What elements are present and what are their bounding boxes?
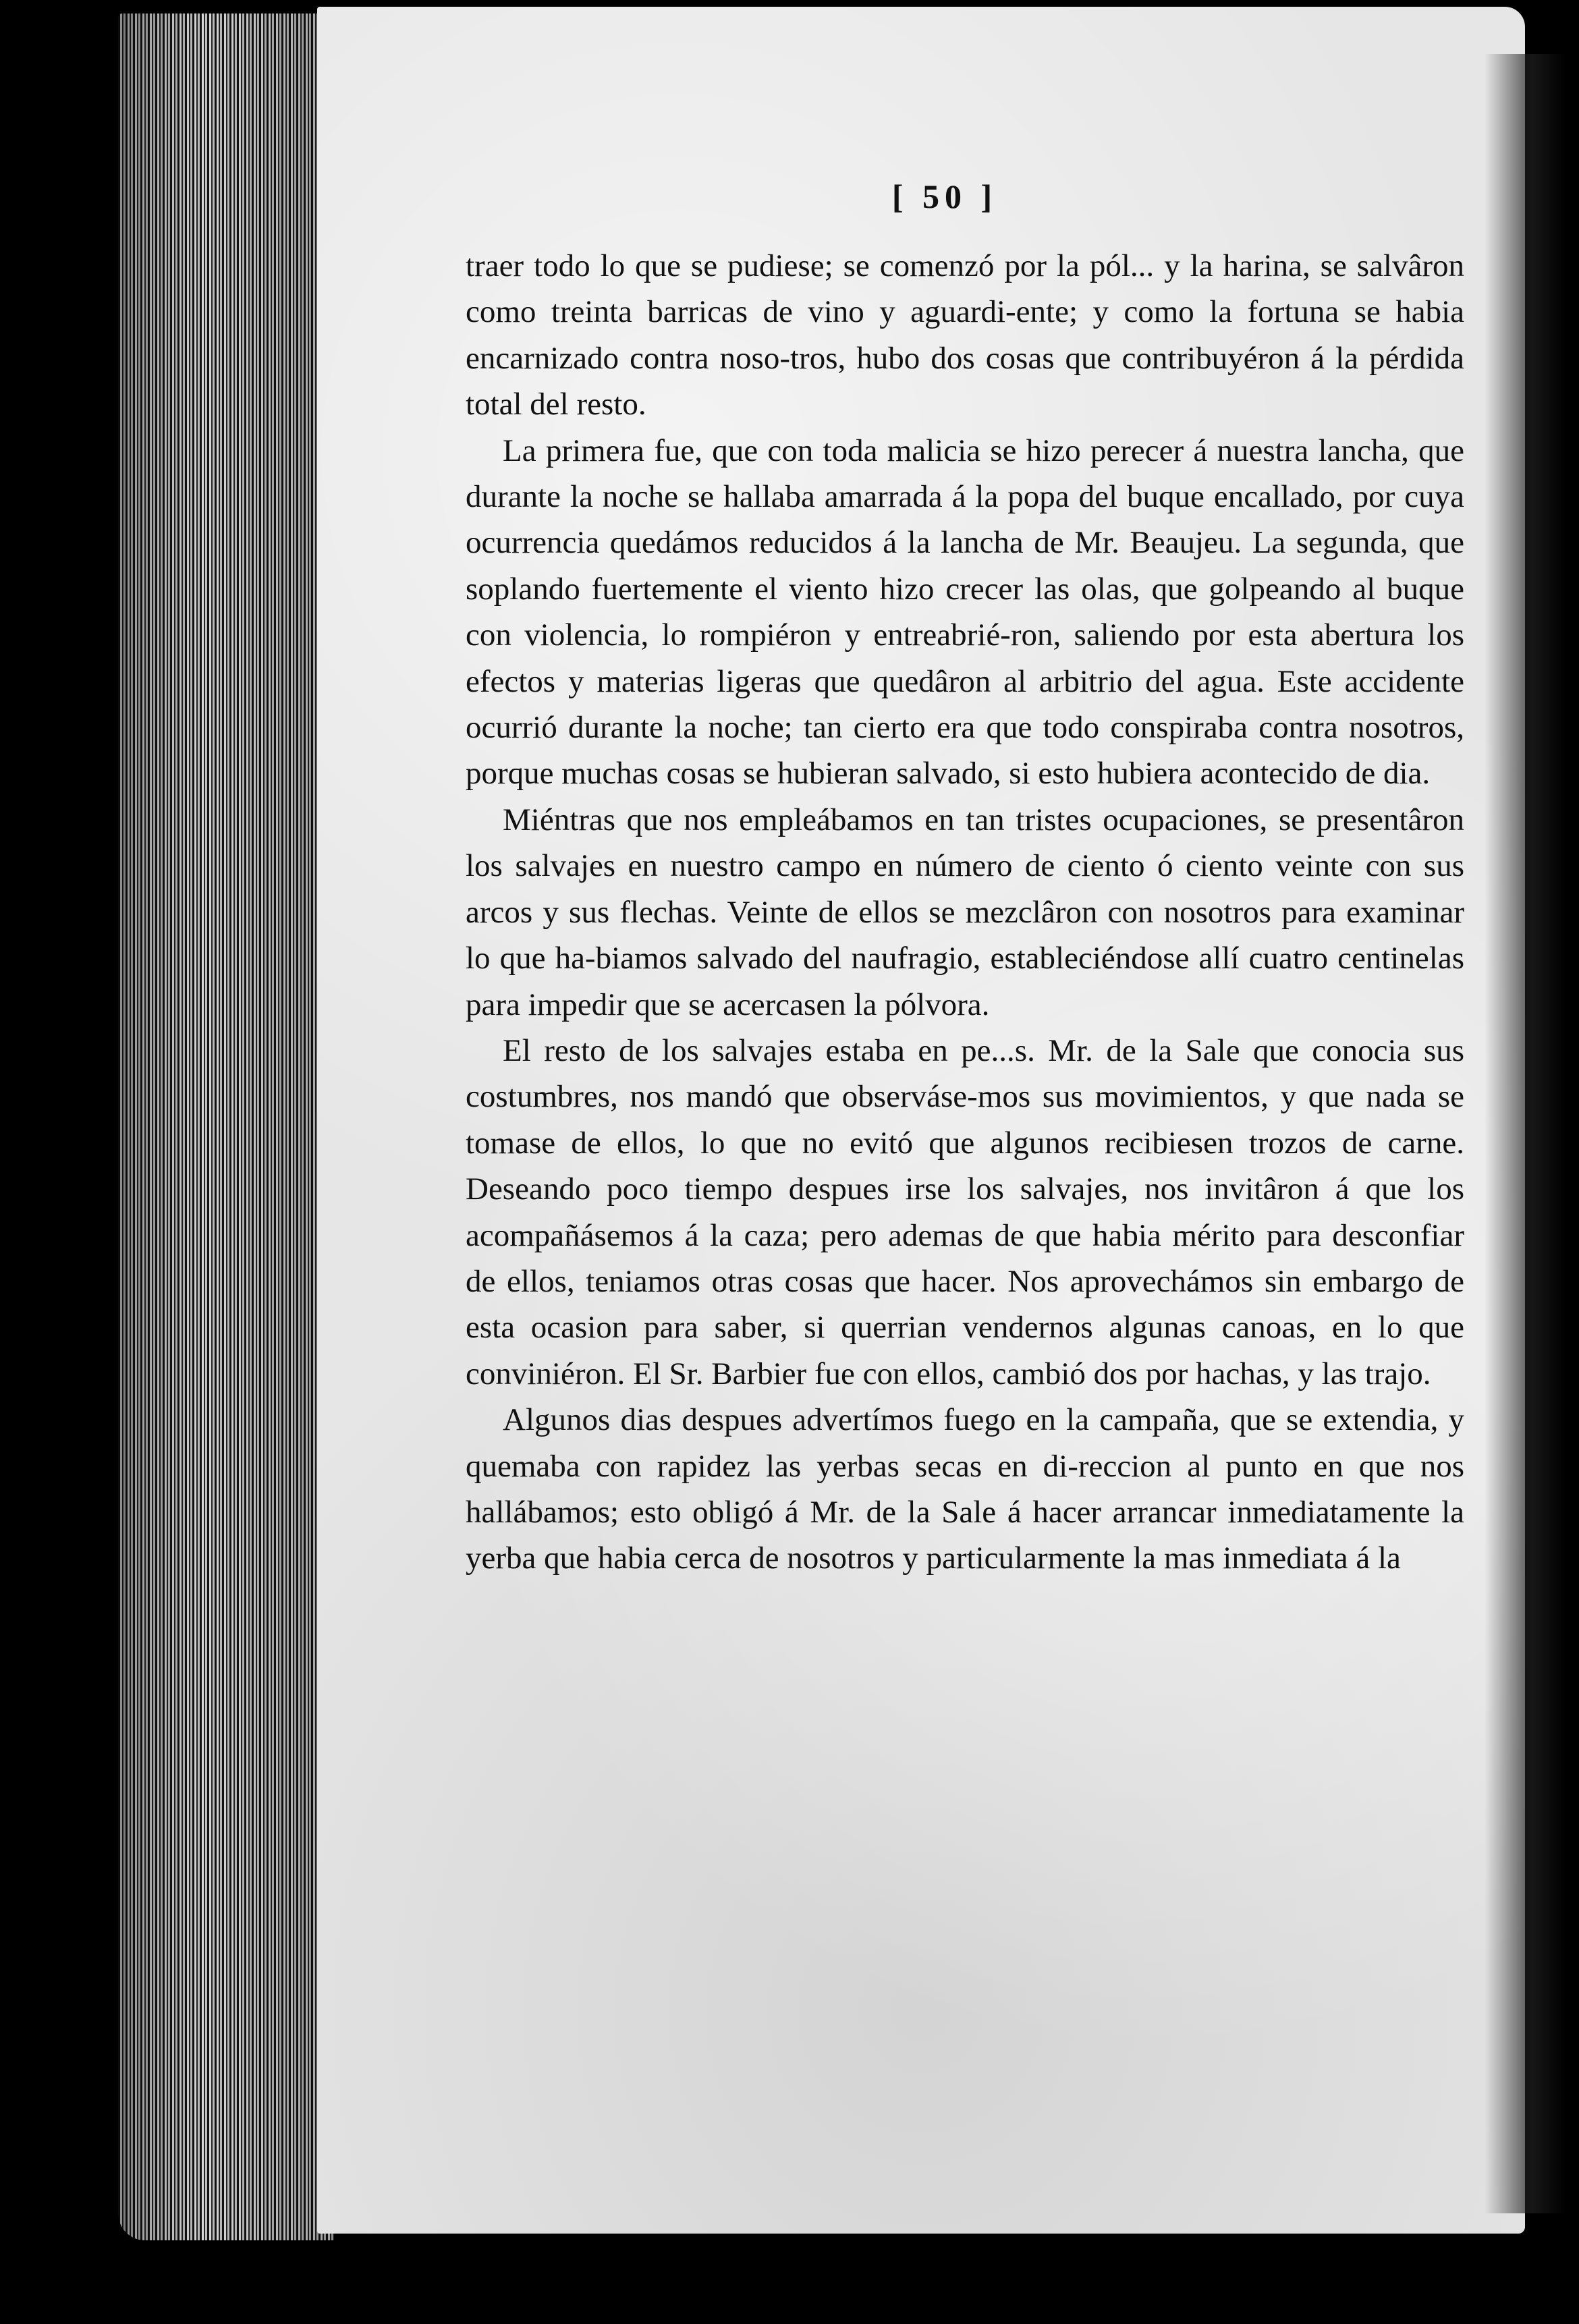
binding-shadow [1485,54,1566,2213]
book-page-edges [118,13,334,2240]
page-number: [ 50 ] [891,177,998,215]
paragraph-1: traer todo lo que se pudiese; se comenzó por la pól... y la harina, se salvâron como treinta barricas de vino y aguardi-ente; y como la fortuna se habia encarnizado contra noso-tros, hubo dos cosas que contribuyéron á la pérdida total del resto. [466,248,1464,422]
paragraph-4: El resto de los salvajes estaba en pe...s. Mr. de la Sale que conocia sus costumbres, nos mandó que observáse-mos sus movimientos, y que nada se tomase de ellos, lo que no evitó que algunos recibiesen trozos de carne. Deseando poco tiempo despues irse los salvajes, nos invitâron á que los acompañásemos á la caza; pero ademas de que habia mérito para desconfiar de ellos, teniamos otras cosas que hacer. Nos aprovechámos sin embargo de esta ocasion para saber, si querrian vendernos algunas canoas, en lo que conviniéron. El Sr. Barbier fue con ellos, cambió dos por hachas, y las trajo. [466,1032,1464,1391]
paragraph-2: La primera fue, que con toda malicia se hizo perecer á nuestra lancha, que durante la noche se hallaba amarrada á la popa del buque encallado, por cuya ocurrencia quedámos reducidos á la lancha de Mr. Beaujeu. La segunda, que soplando fuertemente el viento hizo crecer las olas, que golpeando al buque con violencia, lo rompiéron y entreabrié-ron, saliendo por esta abertura los efectos y materias ligeras que quedâron al arbitrio del agua. Este accidente ocurrió durante la noche; tan cierto era que todo conspiraba contra nosotros, porque muchas cosas se hubieran salvado, si esto hubiera acontecido de dia. [466,433,1464,792]
body-text [466,243,1464,1582]
paragraph-3: Miéntras que nos empleábamos en tan tristes ocupaciones, se presentâron los salvajes en nuestro campo en número de ciento ó ciento veinte con sus arcos y sus flechas. Veinte de ellos se mezclâron con nosotros para examinar lo que ha-biamos salvado del naufragio, estableciéndose allí cuatro centinelas para impedir que se acercasen la pólvora. [466,802,1464,1022]
paragraph-5: Algunos dias despues advertímos fuego en la campaña, que se extendia, y quemaba con rapidez las yerbas secas en di-reccion al punto en que nos hallábamos; esto obligó á Mr. de la Sale á hacer arrancar inmediatamente la yerba que habia cerca de nosotros y particularmente la mas inmediata á la [466,1402,1464,1576]
